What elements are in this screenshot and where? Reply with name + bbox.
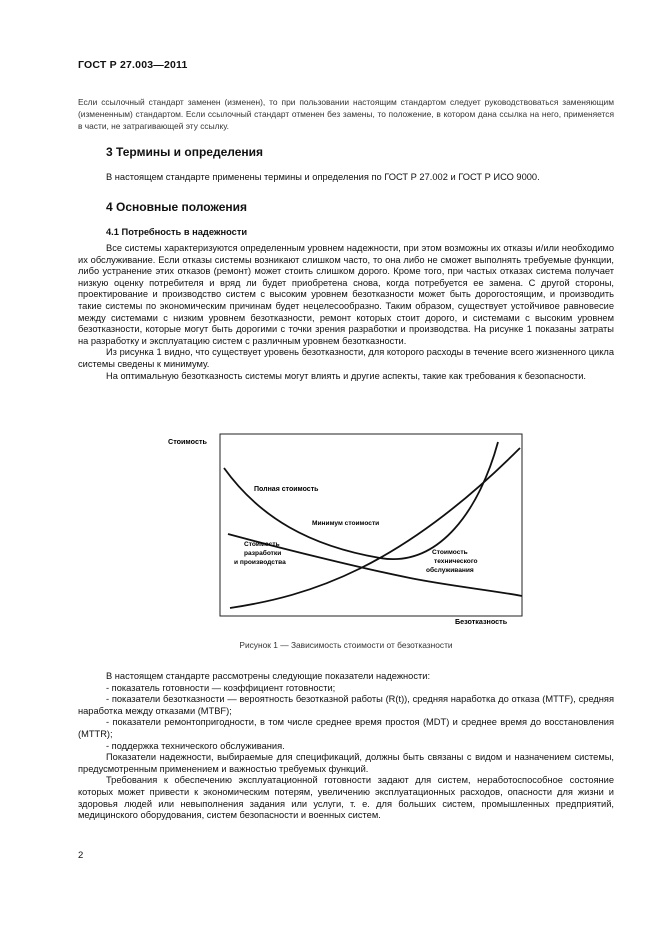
indicators-section bbox=[78, 671, 614, 822]
section-3-text: В настоящем стандарте применены термины и определения по ГОСТ Р 27.002 и ГОСТ Р ИСО 9000. bbox=[106, 172, 540, 182]
label-maint-line3: обслуживания bbox=[426, 567, 474, 574]
paragraph: Все системы характеризуются определенным уровнем надежности, при этом возможны их отказы и/или необходимо их обслуживание. Если отказы системы возникают слишком часто, то она либо не сможет выполнять требуемые функции, либо устранение этих отказов (ремонт) может стоить слишком дорого. Кроме того, при частых отказах система получает низкую оценку потребителя и вряд ли будет приобретена снова, когда потребуется ее замена. С другой стороны, проектирование и производство систем с высоким уровнем безотказности может быть дорогостоящим, и производить такие системы по экономическим причинам будет нецелесообразно. Таким образом, существует устойчивое равновесие между системами с низким уровнем безотказности, ремонт которых стоит дорого, и системами с высоким уровнем безотказности, которые могут быть дорогими с точки зрения разработки и производства. На рисунке 1 показаны затраты на разработку и эксплуатацию систем с различным уровнем безотказности. bbox=[78, 243, 614, 346]
paragraph: На оптимальную безотказность системы могут влиять и другие аспекты, такие как требования к безопасности. bbox=[106, 370, 587, 381]
x-axis-label: Безотказность bbox=[455, 617, 508, 626]
paragraph: Из рисунка 1 видно, что существует уровень безотказности, для которого расходы в течение всего жизненного цикла системы сведены к минимуму. bbox=[78, 347, 614, 369]
indicator-item: - поддержка технического обслуживания. bbox=[106, 740, 285, 751]
paragraph: Показатели надежности, выбираемые для спецификаций, должны быть связаны с видом и назначением системы, предусмотренным применением и важностью требуемых функций. bbox=[78, 752, 614, 774]
indicator-item: - показатели ремонтопригодности, в том числе среднее время простоя (MDT) и среднее время до восстановления (MTTR); bbox=[78, 717, 614, 739]
subsection-4-1-title: 4.1 Потребность в надежности bbox=[106, 227, 248, 237]
label-maint-line1: Стоимость bbox=[432, 549, 468, 556]
label-total-cost: Полная стоимость bbox=[254, 486, 319, 493]
label-dev-line3: и производства bbox=[234, 559, 286, 566]
label-dev-line2: разработки bbox=[244, 550, 282, 557]
page-number: 2 bbox=[78, 850, 84, 861]
cost-reliability-figure bbox=[150, 428, 530, 634]
label-maint-line2: технического bbox=[434, 558, 478, 565]
development-cost-curve bbox=[230, 448, 520, 608]
section-4-1-body bbox=[78, 243, 614, 382]
indicator-item: - показатель готовности — коэффициент готовности; bbox=[106, 682, 336, 693]
section-4-title: 4 Основные положения bbox=[106, 200, 248, 214]
document-header-code: ГОСТ Р 27.003—2011 bbox=[78, 59, 188, 71]
indicator-item: - показатели безотказности — вероятность безотказной работы (R(t)), средняя наработка до отказа (MTTF), средняя наработка между отказами (MTBF); bbox=[78, 694, 614, 716]
figure-caption: Рисунок 1 — Зависимость стоимости от безотказности bbox=[239, 640, 453, 650]
label-dev-line1: Стоимость bbox=[244, 541, 280, 548]
label-min-cost: Минимум стоимости bbox=[312, 520, 380, 527]
section-3-title: 3 Термины и определения bbox=[106, 145, 264, 159]
y-axis-label: Стоимость bbox=[168, 437, 207, 446]
reference-note: Если ссылочный стандарт заменен (изменен), то при пользовании настоящим стандартом следует руководствоваться заменяющим (измененным) стандартом. Если ссылочный стандарт отменен без замены, то положение, в котором дана ссылка на него, применяется в части, не затрагивающей эту ссылку. bbox=[78, 97, 614, 131]
paragraph: Требования к обеспечению эксплуатационной готовности задают для систем, неработоспособное состояние которых может привести к экономическим потерям, увеличению эксплуатационных расходов, опасности для жизни и здоровья людей или невыполнения задания или услуги, т. е. для больших систем, промышленных предприятий, медицинского оборудования, систем безопасности и военных систем. bbox=[78, 775, 614, 821]
indicators-intro: В настоящем стандарте рассмотрены следующие показатели надежности: bbox=[106, 671, 431, 681]
